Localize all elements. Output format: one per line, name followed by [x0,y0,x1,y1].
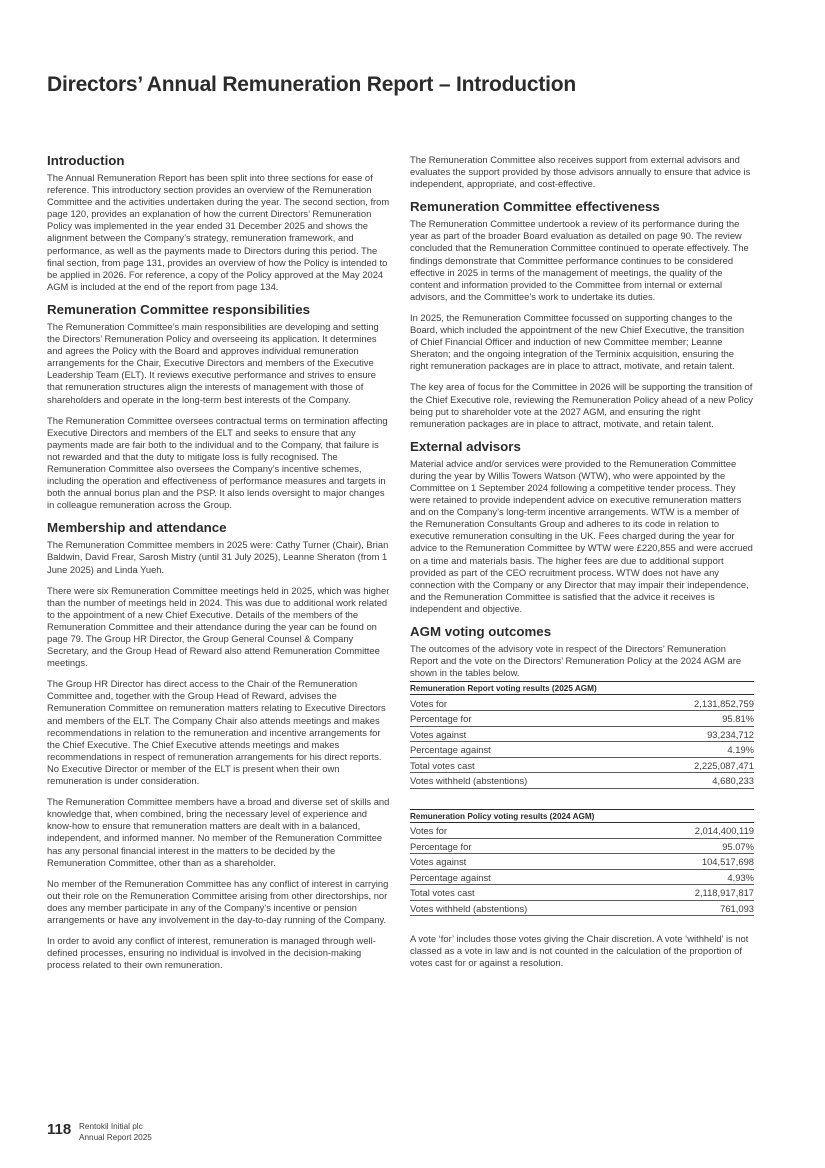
row-value: 93,234,712 [638,726,754,742]
paragraph: No member of the Remuneration Committee has any conflict of interest in carrying out their role on the Remuneration Committee arising from other directorships, nor does any member participate in any of the Company’s incentive or pension arrangements or have any involvement in the day-to-day running of the Company. [47,877,389,925]
paragraph: There were six Remuneration Committee meetings held in 2025, which was higher than the number of meetings held in 2024. This was due to additional work related to the appointment of a new Chief Executive. Details of the members of the Remuneration Committee and their attendance during the year can be found on page 79. The Group HR Director, the Group General Counsel & Company Secretary, and the Group Head of Reward also attend Remuneration Committee meetings. [47,584,390,669]
row-value: 2,014,400,119 [639,823,755,839]
paragraph: The outcomes of the advisory vote in respect of the Directors’ Remuneration Report and the vote on the Directors’ Remuneration Policy at the 2024 AGM are shown in the tables below. [410,643,742,679]
section-heading-responsibilities: Remuneration Committee responsibilities [47,301,311,317]
section-heading-external-advisors: External advisors [410,438,521,454]
row-value: 2,131,852,759 [638,695,754,711]
paragraph: The Remuneration Committee’s main responsibilities are developing and setting the Directors’ Remuneration Policy and overseeing its application. It determines and agrees the Policy with the Board and approves individual remuneration arrangements for the Chair, Executive Directors and members of the Executive Leadership Team (ELT). It reviews executive performance and strives to ensure that remuneration structures align the interests of management with those of shareholders and operate in the long-term best interests of the Company. [47,320,379,405]
paragraph: In 2025, the Remuneration Committee focussed on supporting changes to the Board, which included the appointment of the new Chief Executive, the transition of Chief Financial Officer and induction of new Committee member; Leanne Sheraton; and the ongoing integration of the Terminix acquisition, ensuring the right remuneration packages are in place to attract, motivate, and retain talent. [410,311,745,372]
policy-voting-table [410,809,754,917]
left-column [47,153,390,980]
row-value: 2,118,917,817 [639,885,755,901]
paragraph: In order to avoid any conflict of interest, remuneration is managed through well-defined processes, ensuring no individual is involved in the decision-making process related to their own remuneration. [47,935,376,971]
section-heading-agm-voting: AGM voting outcomes [410,624,552,639]
row-value: 4.93% [639,869,755,885]
table-caption: Remuneration Policy voting results (2024 AGM) [410,809,754,823]
footer-company: Rentokil Initial plc [79,1122,143,1131]
row-value: 95.81% [638,711,754,727]
table-row [410,838,754,854]
page-number: 118 [47,1121,72,1138]
table-row [410,885,754,901]
row-label: Votes for [410,695,638,711]
row-value: 95.07% [639,838,755,854]
row-value: 761,093 [639,900,755,916]
row-value: 4,680,233 [638,773,754,789]
page-title: Directors’ Annual Remuneration Report – Introduction [47,73,577,96]
paragraph: The Remuneration Committee members have a broad and diverse set of skills and knowledge that, when combined, bring the necessary level of experience and know-how to ensure that remuneration matters are dealt with in a balanced, independent, and informed manner. No member of the Remuneration Committee has any personal financial interest in the matters to be decided by the Remuneration Committee, other than as a shareholder. [47,796,390,868]
row-label: Percentage for [410,711,638,727]
paragraph: The Remuneration Committee undertook a review of its performance during the year as part of the broader Board evaluation as detailed on page 90. The review concluded that the Remuneration Committee continued to operate effectively. The findings demonstrate that Committee performance continues to be considered effective in 2025 in terms of the management of meetings, the quality of the content and information provided to the Committee from internal or external advisors, and the Committee’s work to undertake its duties. [410,218,749,302]
row-value: 4.19% [638,742,754,758]
row-label: Total votes cast [410,757,638,773]
report-voting-table [410,681,754,789]
table-spacer [410,789,753,808]
row-label: Votes against [410,726,638,742]
footer-publication [79,1122,152,1143]
row-label: Votes against [410,854,639,870]
table-row [410,869,754,885]
table-row [410,773,754,789]
table-row [410,695,754,711]
paragraph: The Group HR Director has direct access to the Chair of the Remuneration Committee and, together with the Group Head of Reward, advises the Remuneration Committee on remuneration matters relating to Executive Directors and members of the ELT. The Company Chair also attends meetings and makes recommendations in relation to the remuneration and incentive arrangements for the Chief Executive. The Chief Executive attends meetings and makes recommendations in respect of remuneration arrangements for his direct reports. No Executive Director or member of the ELT is present when their own remuneration is under consideration. [47,678,386,787]
right-column [410,154,753,979]
row-value: 104,517,698 [639,854,755,870]
row-label: Percentage for [410,838,639,854]
table-row [410,726,754,742]
row-value: 2,225,087,471 [638,757,754,773]
section-heading-introduction: Introduction [47,153,125,168]
paragraph: Material advice and/or services were provided to the Remuneration Committee during the year by Willis Towers Watson (WTW), who were appointed by the Committee on 1 September 2024 following a competitive tender process. They were retained to provide independent advice on executive remuneration matters and on the Company’s long-term incentive arrangements. WTW is a member of the Remuneration Consultants Group and adheres to its code in relation to executive remuneration consulting in the UK. Fees charged during the year for advice to the Remuneration Committee by WTW were £220,855 and were accrued on a time and materials basis. The higher fees are due to additional support provided as part of the CEO recruitment process. WTW does not have any connection with the Company or any Director that may impair their independence, and the Remuneration Committee is satisfied that the advice it receives is independent and objective. [410,457,753,614]
row-label: Votes withheld (abstentions) [410,773,638,789]
paragraph: The Remuneration Committee oversees contractual terms on termination affecting Executive Directors and members of the ELT and seeks to ensure that any payments made are fair both to the individual and to the Company, that failure is not rewarded and that the duty to mitigate loss is fully recognised. The Remuneration Committee also oversees the Company’s incentive schemes, including the operation and effectiveness of performance measures and targets in both the annual bonus plan and the PSP. It also lends oversight to major changes in colleague remuneration across the Group. [47,414,388,511]
table-row [410,854,754,870]
footer-report: Annual Report 2025 [79,1132,152,1142]
table-row [410,757,754,773]
paragraph: The Remuneration Committee also receives support from external advisors and evaluates the support provided by those advisors annually to ensure that advice is independent, appropriate, and cost-effective. [410,154,751,190]
row-label: Percentage against [410,869,639,885]
paragraph: The Annual Remuneration Report has been split into three sections for ease of reference. This introductory section provides an overview of the Remuneration Committee and the activities undertaken during the year. The second section, from page 120, provides an explanation of how the current Directors’ Remuneration Policy was implemented in the year ended 31 December 2025 and shows the alignment between the Company’s strategy, remuneration framework, and performance, as well as the payments made to Directors during this period. The final section, from page 131, provides an overview of how the Policy is intended to be applied in 2026. For reference, a copy of the Policy approved at the May 2024 AGM is included at the end of the report from page 134. [47,172,390,292]
table-row [410,823,754,839]
section-heading-membership: Membership and attendance [47,520,227,536]
table-row [410,742,754,758]
section-heading-effectiveness: Remuneration Committee effectiveness [410,199,660,215]
paragraph: The Remuneration Committee members in 2025 were: Cathy Turner (Chair), Brian Baldwin, David Frear, Sarosh Mistry (until 31 July 2025), Leanne Sheraton (from 1 June 2025) and Linda Yueh. [47,539,389,575]
row-label: Votes withheld (abstentions) [410,900,639,916]
table-row [410,900,754,916]
voting-footnote: A vote ‘for’ includes those votes giving the Chair discretion. A vote ‘withheld’ is not classed as a vote in law and is not counted in the calculation of the proportion of votes cast for or against a resolution. [410,933,749,969]
row-label: Votes for [410,823,639,839]
table-caption: Remuneration Report voting results (2025 AGM) [410,681,754,695]
table-row [410,711,754,727]
row-label: Percentage against [410,742,638,758]
paragraph: The key area of focus for the Committee in 2026 will be supporting the transition of the Chief Executive role, reviewing the Remuneration Policy ahead of a new Policy being put to shareholder vote at the 2027 AGM, and ensuring the right remuneration packages are in place to attract, motivate, and retain talent. [410,381,753,429]
row-label: Total votes cast [410,885,639,901]
